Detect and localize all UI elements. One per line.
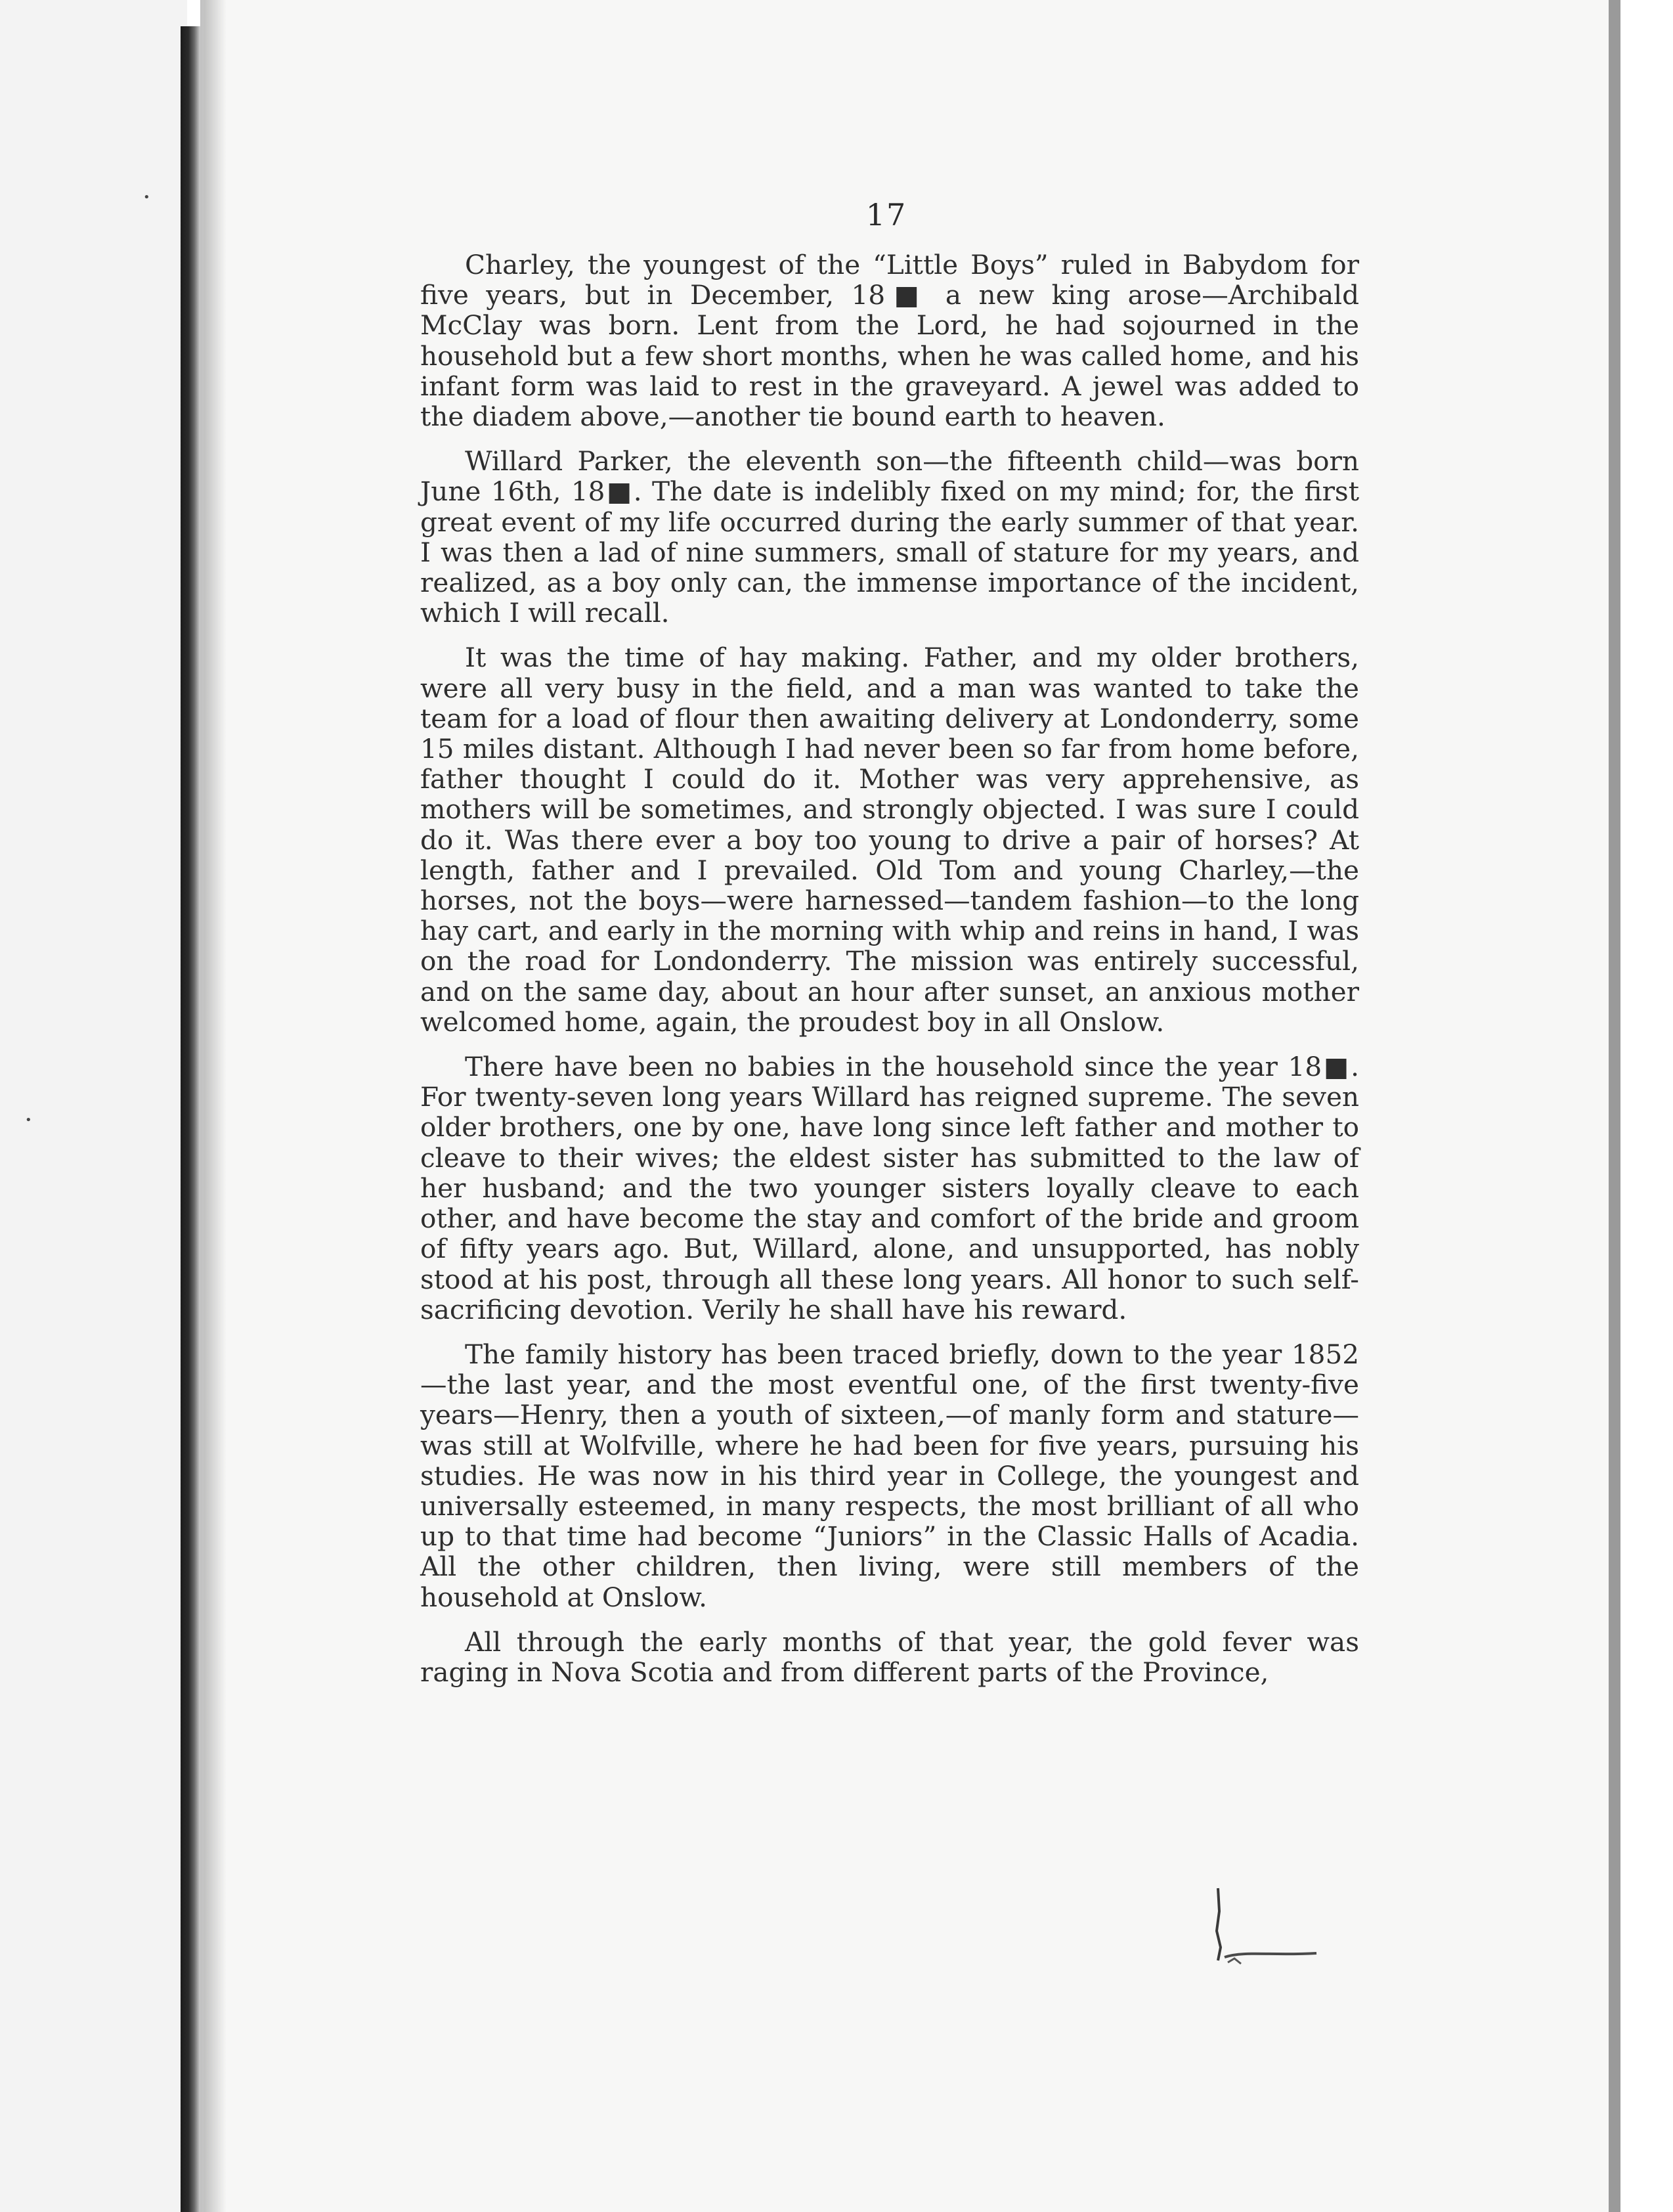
paragraph: There have been no babies in the household since the year 18■. For twenty-seven long years Willard has reigned supreme. The seven older brothers, one by one, have long since left father and mother to cleave to their wives; the eldest sister has submitted to the law of her husband; and the two younger sisters loyally cleave to each other, and have become the stay and comfort of the bride and groom of fifty years ago. But, Willard, alone, and unsupported, has nobly stood at his post, through all these long years. All honor to such self-sacrificing devotion. Verily he shall have his reward. — [420, 1051, 1359, 1325]
paragraph: All through the early months of that year, the gold fever was raging in Nova Scotia and from different parts of the Province, — [420, 1626, 1359, 1688]
page-gutter-shadow — [200, 0, 227, 2212]
facing-page — [0, 0, 187, 2212]
pencil-mark — [1205, 1885, 1323, 1970]
body-text — [420, 250, 1359, 1702]
paragraph: The family history has been traced briefly, down to the year 1852—the last year, and the most eventful one, of the first twenty-five years—Henry, then a youth of sixteen,—of manly form and stature—was still at Wolfville, where he had been for five years, pursuing his studies. He was now in his third year in College, the youngest and universally esteemed, in many respects, the most brilliant of all who up to that time had become “Juniors” in the Classic Halls of Acadia. All the other children, then living, were still members of the household at Onslow. — [420, 1338, 1359, 1613]
scan-speck: • — [25, 1113, 32, 1127]
paragraph: It was the time of hay making. Father, and my older brothers, were all very busy in the field, and a man was wanted to take the team for a load of flour then awaiting delivery at Londonderry, some 15 miles distant. Although I had never been so far from home before, father thought I could do it. Mother was very apprehensive, as mothers will be sometimes, and strongly objected. I was sure I could do it. Was there ever a boy too young to drive a pair of horses? At length, father and I prevailed. Old Tom and young Charley,—the horses, not the boys—were harnessed—tandem fashion—to the long hay cart, and early in the morning with whip and reins in hand, I was on the road for Londonderry. The mission was entirely successful, and on the same day, about an hour after sunset, an anxious mother welcomed home, again, the proudest boy in all Onslow. — [420, 642, 1359, 1038]
page-number: 17 — [865, 197, 907, 232]
paragraph: Willard Parker, the eleventh son—the fifteenth child—was born June 16th, 18■. The date is indelibly fixed on my mind; for, the first great event of my life occurred during the early summer of that year. I was then a lad of nine summers, small of stature for my years, and realized, as a boy only can, the immense importance of the incident, which I will recall. — [420, 445, 1359, 629]
book-binding — [181, 26, 200, 2212]
paragraph: Charley, the youngest of the “Little Boys” ruled in Babydom for five years, but in December, 18■ a new king arose—Archibald McClay was born. Lent from the Lord, he had sojourned in the household but a few short months, when he was called home, and his infant form was laid to rest in the graveyard. A jewel was added to the diadem above,—another tie bound earth to heaven. — [420, 249, 1359, 433]
scan-speck: • — [143, 190, 150, 204]
